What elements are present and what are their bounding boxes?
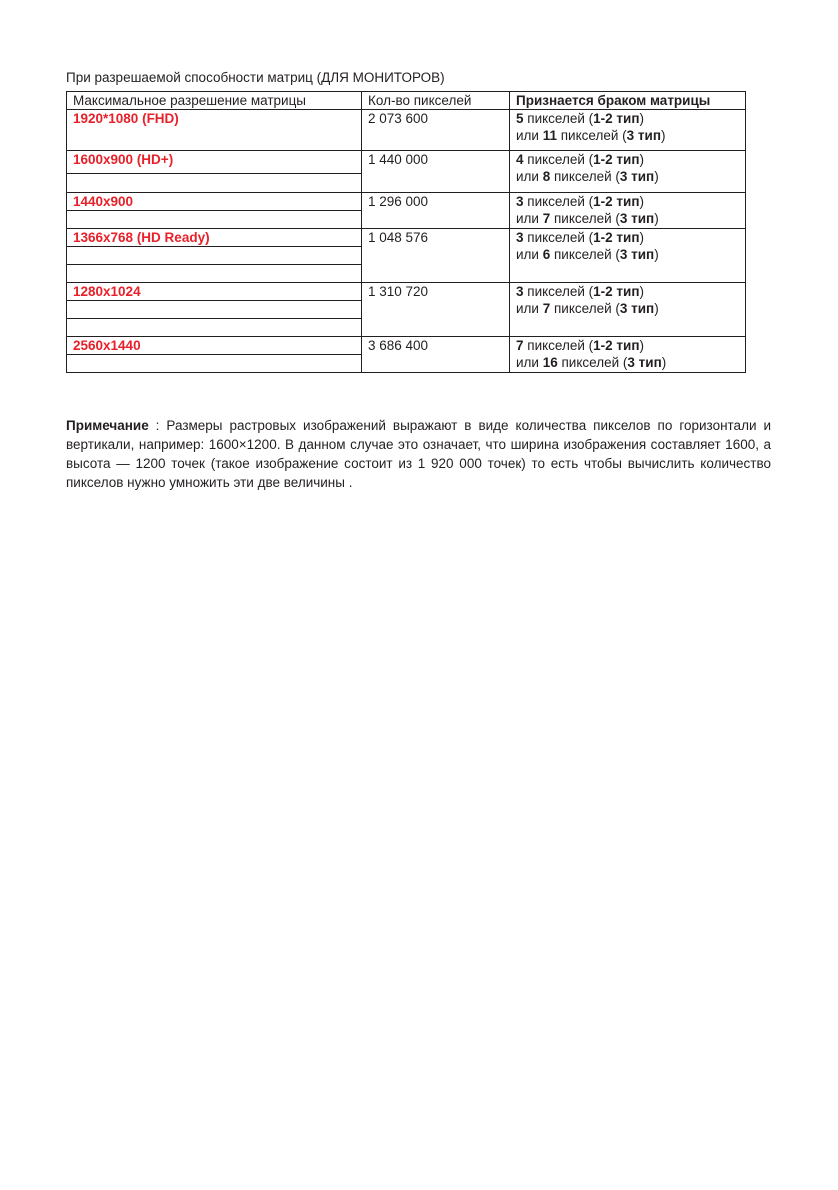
resolution-cell: 1366x768 (HD Ready)	[67, 229, 362, 247]
pixels-cell: 1 296 000	[362, 193, 510, 229]
resolution-cell: 1280x1024	[67, 283, 362, 301]
monitor-defect-table	[66, 91, 746, 373]
table-row	[67, 229, 746, 247]
defect-cell: 3 пикселей (1-2 тип) или 7 пикселей (3 тип)	[510, 193, 746, 229]
empty-cell	[67, 355, 362, 373]
empty-cell	[67, 319, 362, 337]
pixels-cell: 1 048 576	[362, 229, 510, 283]
header-resolution: Максимальное разрешение матрицы	[67, 92, 362, 110]
resolution-cell: 1440x900	[67, 193, 362, 211]
resolution-cell: 2560x1440	[67, 337, 362, 355]
defect-cell: 4 пикселей (1-2 тип) или 8 пикселей (3 тип)	[510, 151, 746, 193]
header-defect: Признается браком матрицы	[510, 92, 746, 110]
table-caption: При разрешаемой способности матриц (ДЛЯ МОНИТОРОВ)	[66, 70, 445, 85]
empty-cell	[67, 247, 362, 265]
defect-cell: 7 пикселей (1-2 тип) или 16 пикселей (3 тип)	[510, 337, 746, 373]
table-row	[67, 283, 746, 301]
resolution-cell: 1600x900 (HD+)	[67, 151, 362, 174]
pixels-cell: 1 310 720	[362, 283, 510, 337]
note-paragraph	[66, 416, 771, 492]
defect-cell: 5 пикселей (1-2 тип) или 11 пикселей (3 тип)	[510, 110, 746, 151]
defect-cell: 3 пикселей (1-2 тип) или 7 пикселей (3 тип)	[510, 283, 746, 337]
note-label: Примечание	[66, 417, 149, 433]
table-row	[67, 110, 746, 151]
table-row	[67, 337, 746, 355]
table-row	[67, 151, 746, 174]
pixels-cell: 3 686 400	[362, 337, 510, 373]
pixels-cell: 1 440 000	[362, 151, 510, 193]
empty-cell	[67, 301, 362, 319]
empty-cell	[67, 174, 362, 193]
defect-cell: 3 пикселей (1-2 тип) или 6 пикселей (3 тип)	[510, 229, 746, 283]
table-header-row	[67, 92, 746, 110]
empty-cell	[67, 265, 362, 283]
note-text: : Размеры растровых изображений выражают в виде количества пикселов по горизонтали и вертикали, например: 1600×1200. В данном случае это означает, что ширина изображения составляет 1600, а высота — 1200 точек (такое изображение состоит из 1 920 000 точек) то есть чтобы вычислить количество пикселов нужно умножить эти две величины .	[66, 417, 771, 490]
header-pixels: Кол-во пикселей	[362, 92, 510, 110]
empty-cell	[67, 211, 362, 229]
pixels-cell: 2 073 600	[362, 110, 510, 151]
table-row	[67, 193, 746, 211]
resolution-cell: 1920*1080 (FHD)	[67, 110, 362, 151]
